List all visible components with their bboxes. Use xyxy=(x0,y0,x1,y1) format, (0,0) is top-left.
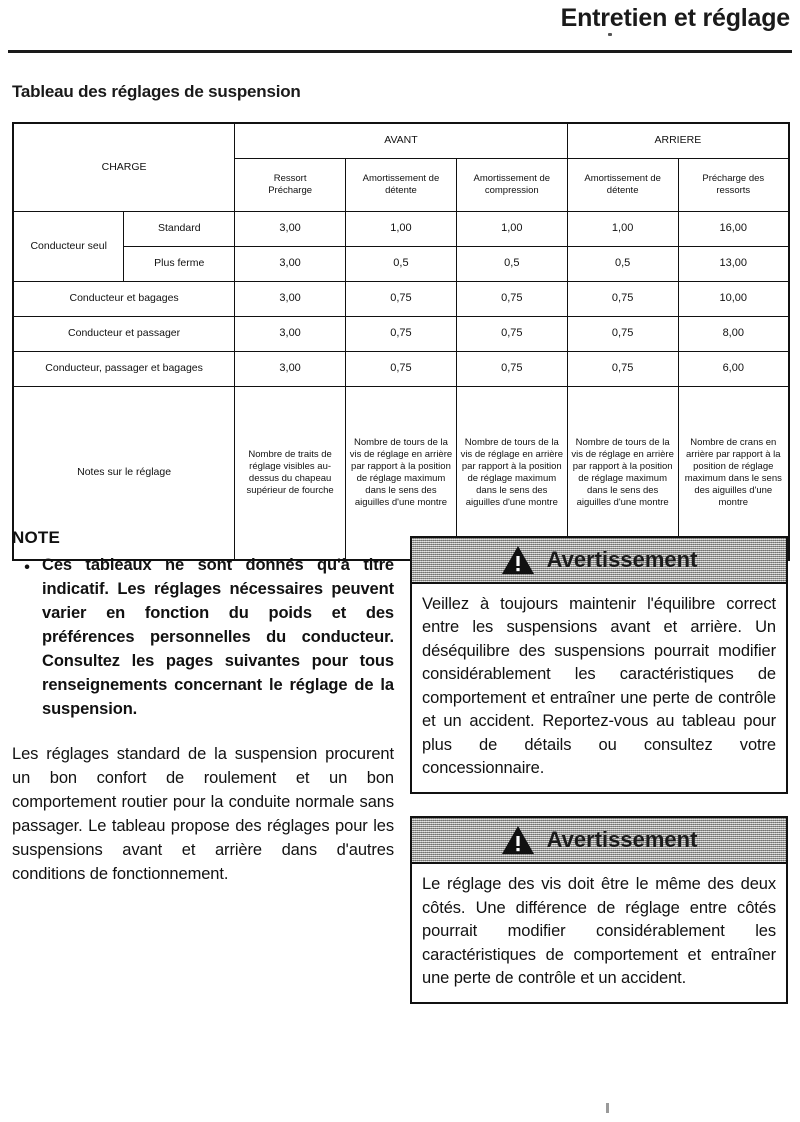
page-header xyxy=(0,4,790,33)
table-row xyxy=(13,282,789,317)
subheader-line-1: Ressort xyxy=(273,173,307,185)
table-row xyxy=(13,352,789,387)
cell-value: 0,75 xyxy=(346,317,457,352)
header-charge: CHARGE xyxy=(13,123,235,212)
subheader-arriere-precharge xyxy=(678,159,789,212)
cell-value: 3,00 xyxy=(235,317,346,352)
row-sublabel-plus-ferme: Plus ferme xyxy=(124,247,235,282)
cell-value: 3,00 xyxy=(235,352,346,387)
subheader-line-1: Amortissement de xyxy=(584,173,661,185)
row-label-conducteur-seul: Conducteur seul xyxy=(13,212,124,282)
table-row xyxy=(13,247,789,282)
cell-value: 0,75 xyxy=(456,282,567,317)
warning-box xyxy=(410,536,788,794)
cell-value: 0,75 xyxy=(346,352,457,387)
subheader-line-2: ressorts xyxy=(716,185,751,196)
cell-value: 3,00 xyxy=(235,212,346,247)
warning-body: Le réglage des vis doit être le même des deux côtés. Une différence de réglage entre côtés pourrait modifier considérablement les caractéristiques de comportement et entraîner une perte de contrôle et un accident. xyxy=(422,875,776,988)
subheader-avant-detente xyxy=(346,159,457,212)
cell-value: 0,75 xyxy=(456,317,567,352)
cell-value: 1,00 xyxy=(456,212,567,247)
notes-row-label: Notes sur le réglage xyxy=(13,387,235,561)
row-sublabel-standard: Standard xyxy=(124,212,235,247)
bullet-dot-icon: • xyxy=(24,559,30,576)
subheader-line-2: Précharge xyxy=(268,185,313,196)
cell-value: 13,00 xyxy=(678,247,789,282)
suspension-settings-table xyxy=(12,122,790,561)
cell-value: 1,00 xyxy=(346,212,457,247)
cell-value: 6,00 xyxy=(678,352,789,387)
subheader-avant-compression xyxy=(456,159,567,212)
warning-header xyxy=(412,538,786,584)
notes-cell: Nombre de tours de la vis de réglage en arrière par rapport à la position de réglage maximum dans le sens des aiguilles d'une montre xyxy=(346,387,457,561)
notes-cell: Nombre de crans en arrière par rapport à la position de réglage maximum dans le sens des aiguilles d'une montre xyxy=(678,387,789,561)
warning-box xyxy=(410,816,788,1004)
note-heading: NOTE xyxy=(12,528,61,547)
cell-value: 0,75 xyxy=(567,317,678,352)
cell-value: 0,75 xyxy=(456,352,567,387)
cell-value: 16,00 xyxy=(678,212,789,247)
footer-page-mark xyxy=(606,1103,609,1113)
cell-value: 10,00 xyxy=(678,282,789,317)
warning-title: Avertissement xyxy=(546,827,698,853)
warning-title: Avertissement xyxy=(546,547,698,572)
subheader-line-1: Amortissement de xyxy=(362,173,440,185)
note-paragraph: Les réglages standard de la suspension procurent un bon confort de roulement et un bon comportement routier pour la conduite normale sans passager. Le tableau propose des réglages pour les suspensions avant et arrière dans d'autres conditions de fonctionnement. xyxy=(12,745,394,884)
subheader-line-1: Précharge des xyxy=(702,173,765,185)
subheader-ressort-precharge xyxy=(235,159,346,212)
warning-triangle-icon xyxy=(501,825,535,855)
subheader-arriere-detente xyxy=(567,159,678,212)
header-arriere: ARRIERE xyxy=(567,123,789,159)
warning-column xyxy=(410,536,788,1026)
row-label-conducteur-passager-et-bagages: Conducteur, passager et bagages xyxy=(13,352,235,387)
cell-value: 0,5 xyxy=(346,247,457,282)
note-column xyxy=(12,528,394,887)
table-group-header-row xyxy=(13,123,789,159)
header-avant: AVANT xyxy=(235,123,568,159)
cell-value: 0,5 xyxy=(456,247,567,282)
page-title: Entretien et réglage xyxy=(560,4,790,32)
cell-value: 3,00 xyxy=(235,247,346,282)
subheader-line-2: détente xyxy=(606,185,639,196)
notes-cell: Nombre de tours de la vis de réglage en arrière par rapport à la position de réglage maximum dans le sens des aiguilles d'une montre xyxy=(456,387,567,561)
cell-value: 8,00 xyxy=(678,317,789,352)
subheader-line-2: détente xyxy=(385,185,417,196)
subheader-line-2: compression xyxy=(484,185,539,196)
row-label-conducteur-et-passager: Conducteur et passager xyxy=(13,317,235,352)
cell-value: 0,75 xyxy=(567,282,678,317)
cell-value: 0,75 xyxy=(346,282,457,317)
cell-value: 1,00 xyxy=(567,212,678,247)
cell-value: 0,75 xyxy=(567,352,678,387)
table-row xyxy=(13,317,789,352)
warning-header xyxy=(412,818,786,864)
row-label-conducteur-et-bagages: Conducteur et bagages xyxy=(13,282,235,317)
header-divider-rule xyxy=(8,50,792,53)
subheader-line-1: Amortissement de xyxy=(473,173,551,185)
table-row xyxy=(13,212,789,247)
warning-triangle-icon xyxy=(501,545,535,575)
notes-cell: Nombre de traits de réglage visibles au-dessus du chapeau supérieur de fourche xyxy=(235,387,346,561)
section-title: Tableau des réglages de suspension xyxy=(12,82,301,101)
cell-value: 0,5 xyxy=(567,247,678,282)
lower-content-area xyxy=(0,528,800,1122)
notes-cell: Nombre de tours de la vis de réglage en arrière par rapport à la position de réglage maximum dans le sens des aiguilles d'une montre xyxy=(567,387,678,561)
header-speck-mark xyxy=(608,33,612,36)
warning-body: Veillez à toujours maintenir l'équilibre correct entre les suspensions avant et arrière. Un déséquilibre des suspensions pourrait modifier considérablement les caractéristiques de comportement et entraîner une perte de contrôle et un accident. Reportez-vous au tableau pour plus de détails ou consultez votre concessionnaire. xyxy=(422,595,776,777)
note-bullet-text: Ces tableaux ne sont donnés qu'à titre indicatif. Les réglages nécessaires peuvent varier en fonction du poids et des préférences personnelles du conducteur. Consultez les pages suivantes pour tous renseignements concernant le réglage de la suspension. xyxy=(42,556,394,718)
note-bullet-item xyxy=(12,554,394,721)
cell-value: 3,00 xyxy=(235,282,346,317)
